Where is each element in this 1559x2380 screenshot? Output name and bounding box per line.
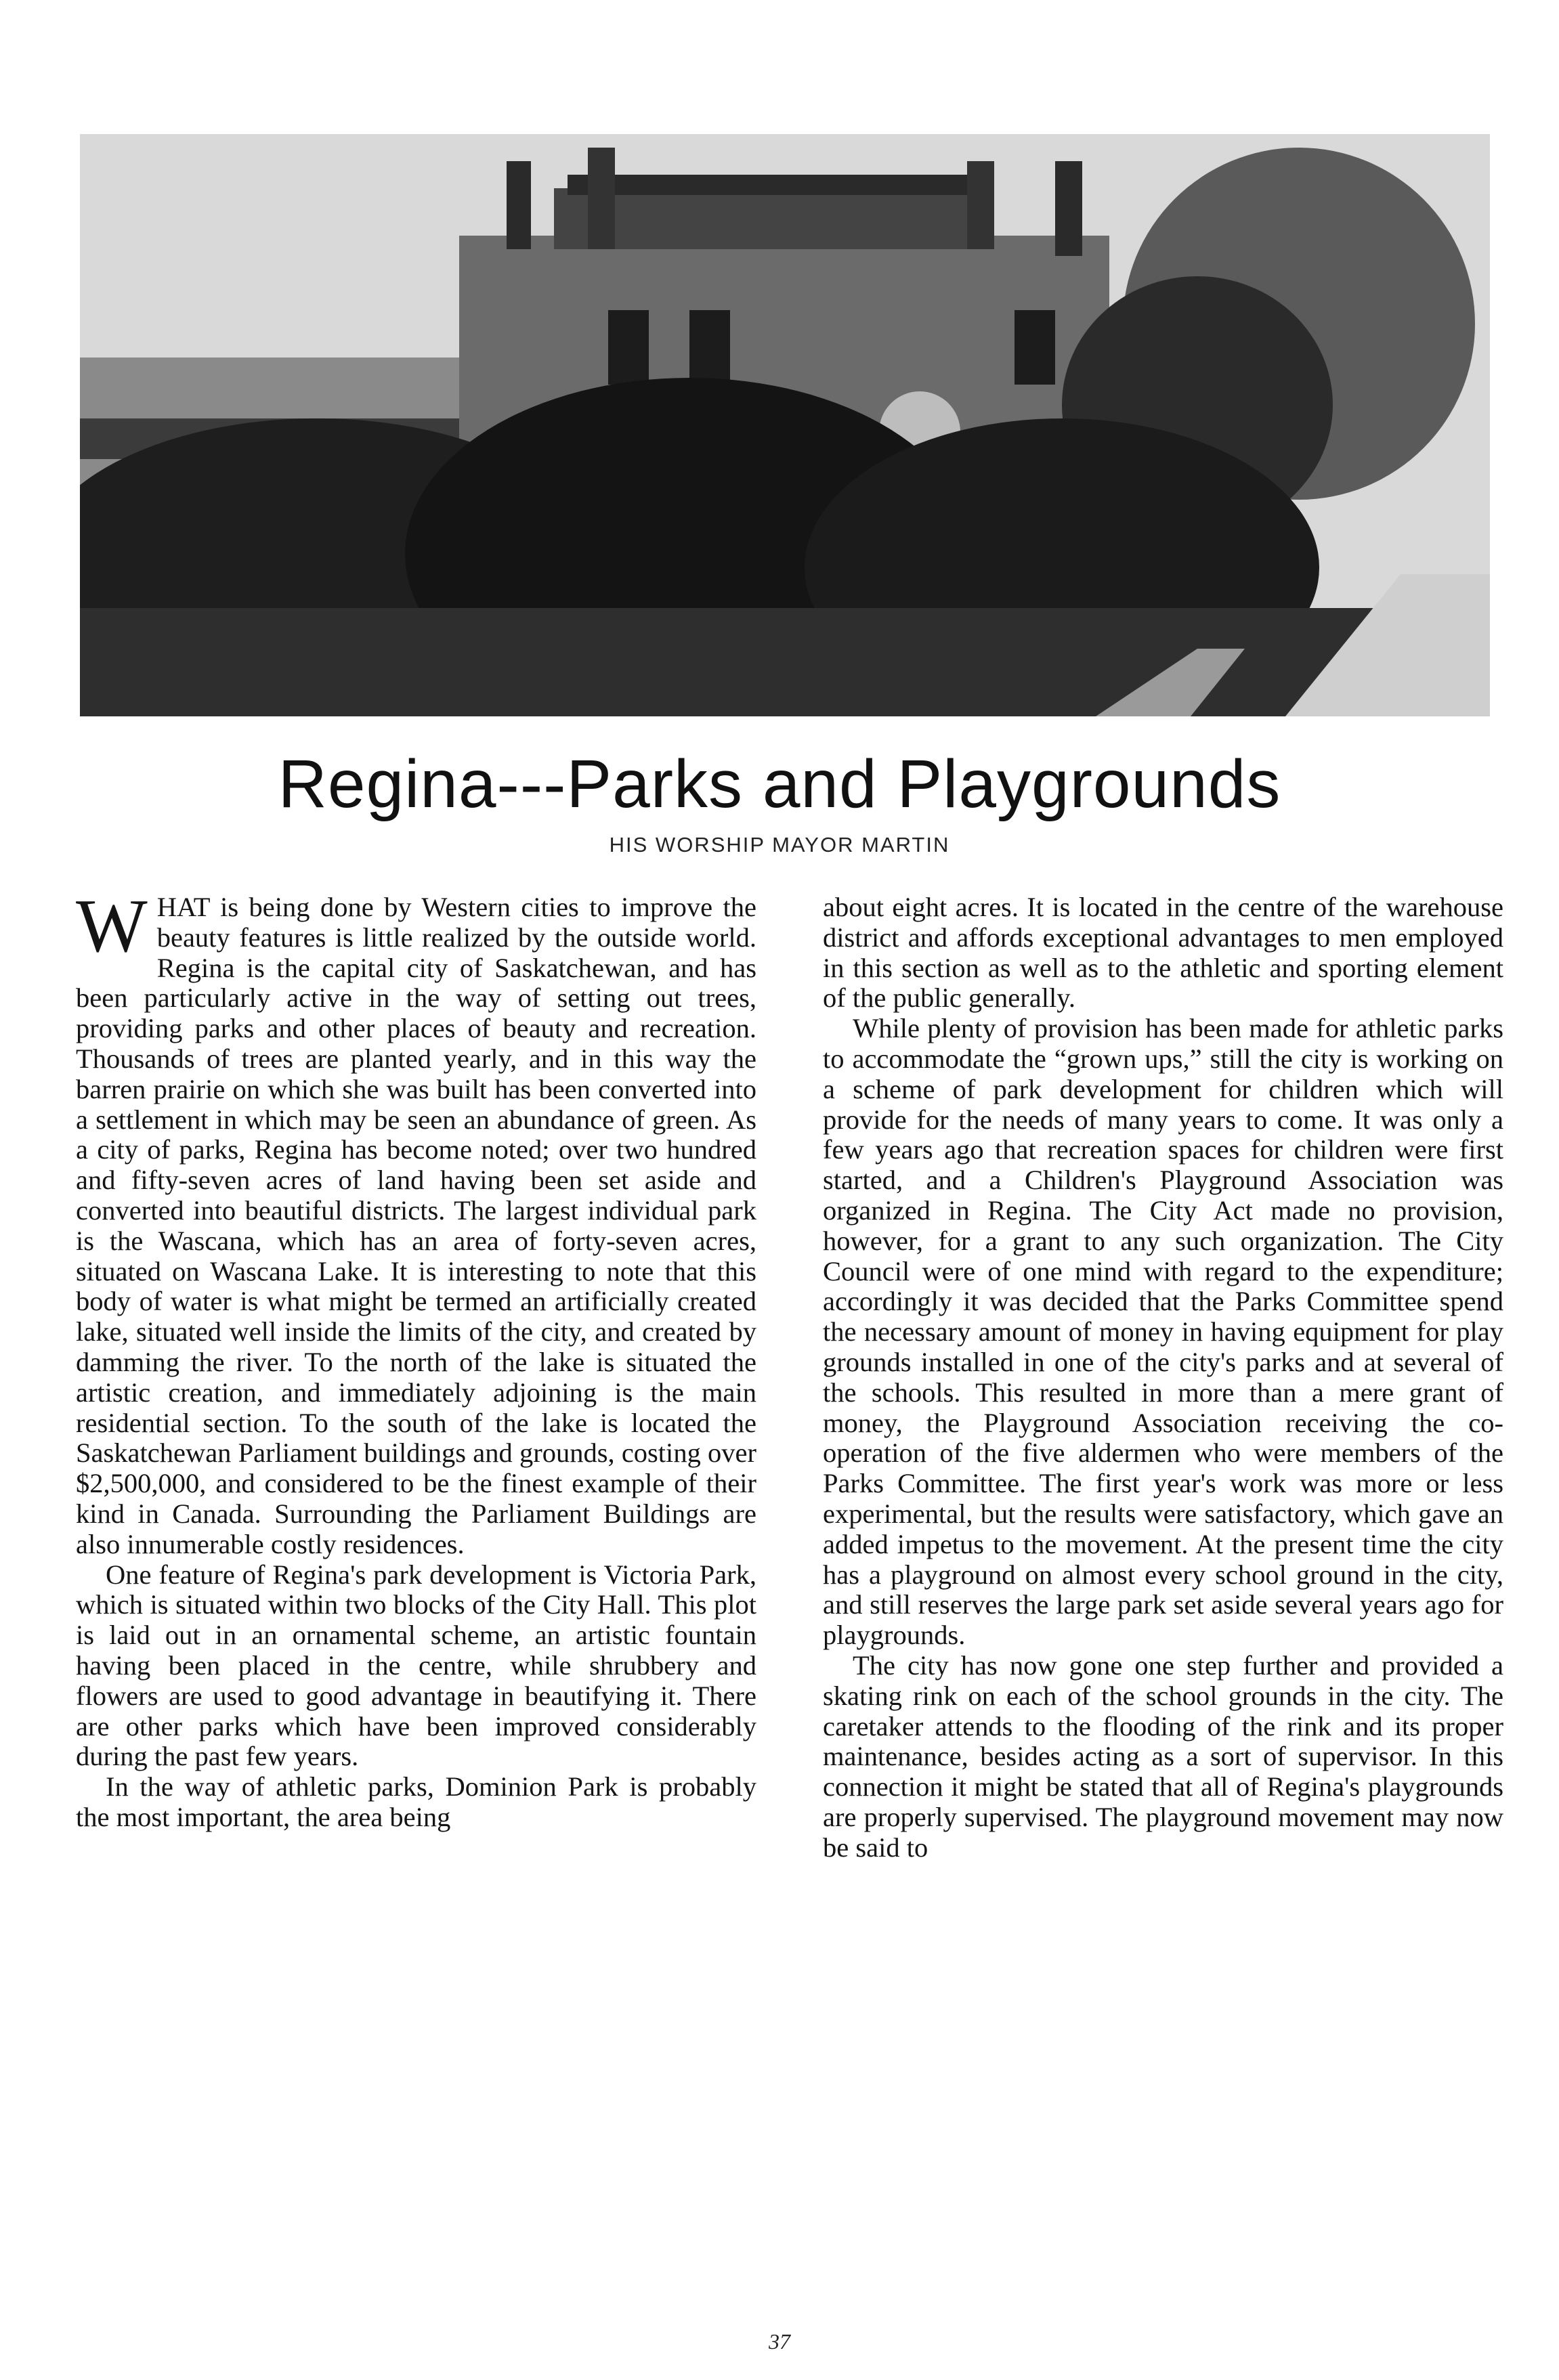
article-byline: HIS WORSHIP MAYOR MARTIN (609, 833, 950, 857)
house-among-trees-image (80, 134, 1490, 716)
left-column (76, 884, 756, 1833)
header-photo (80, 134, 1490, 716)
paragraph: The city has now gone one step further and provided a skating rink on each of the school grounds in the city. The caretaker attends to the flooding of the rink and its proper maintenance, besides acting as a sort of supervisor. In this connection it might be stated that all of Regina's playgrounds are properly supervised. The playground movement may now be said to (823, 1649, 1503, 1863)
paragraph (76, 884, 756, 1560)
page-number: 37 (769, 2329, 790, 2354)
paragraph: One feature of Regina's park development is Victoria Park, which is situated within two blocks of the City Hall. This plot is laid out in an ornamental scheme, an artistic fountain having been placed in the centre, while shrubbery and flowers are used to good advantage in beautifying it. There are other parks which have been improved considerably during the past few years. (76, 1559, 756, 1772)
paragraph-text: HAT is being done by Western cities to improve the beauty features is little realized by the outside world. Regina is the capital city of Saskatchewan, and has been particularly active in the way of setting out trees, providing parks and other places of beauty and recreation. Thousands of trees are planted yearly, and in this way the barren prairie on which she was built has been converted into a settlement in which may be seen an abundance of green. As a city of parks, Regina has become noted; over two hundred and fifty-seven acres of land having been set aside and converted into beautiful districts. The largest individual park is the Wascana, which has an area of forty-seven acres, situated on Wascana Lake. It is interesting to note that this body of water is what might be termed an artificially created lake, situated well inside the limits of the city, and created by damming the river. To the north of the lake is situated the artistic creation, and immediately adjoining is the main residential section. To the south of the lake is located the Saskatchewan Parliament buildings and grounds, costing over $2,500,000, and considered to be the finest example of their kind in Canada. Surrounding the Parliament Buildings are also innumerable costly residences. (76, 892, 756, 1559)
drop-cap: W (76, 884, 148, 968)
paragraph: In the way of athletic parks, Dominion Park is probably the most important, the area being (76, 1771, 756, 1832)
article-title: Regina---Parks and Playgrounds (278, 746, 1281, 822)
paragraph: While plenty of provision has been made for athletic parks to accommodate the “grown ups,” still the city is working on a scheme of park development for children which will provide for the needs of many years to come. It was only a few years ago that recreation spaces for children were first started, and a Children's Playground Association was organized in Regina. The City Act made no provision, however, for a grant to any such organization. The City Council were of one mind with regard to the expenditure; accordingly it was decided that the Parks Committee spend the necessary amount of money in having equipment for play grounds installed in one of the city's parks and at several of the schools. This resulted in more than a mere grant of money, the Playground Association receiving the co-operation of the five aldermen who were members of the Parks Committee. The first year's work was more or less experimental, but the results were satisfactory, which gave an added impetus to the movement. At the present time the city has a playground on almost every school ground in the city, and still reserves the large park set aside several years ago for playgrounds. (823, 1013, 1503, 1651)
right-column (823, 892, 1503, 1863)
paragraph: about eight acres. It is located in the centre of the warehouse district and affords exceptional advantages to men employed in this section as well as to the athletic and sporting element of the public generally. (823, 892, 1503, 1014)
